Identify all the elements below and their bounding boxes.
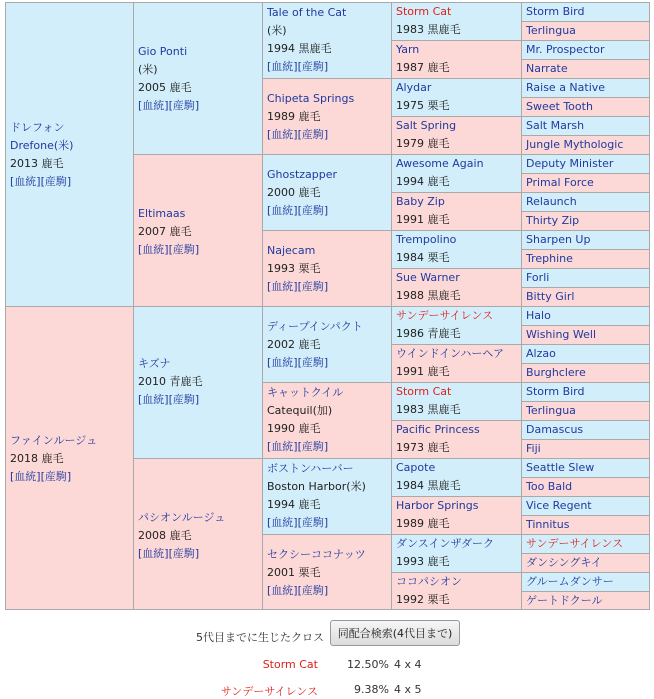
gen5-cell xyxy=(521,401,650,421)
gen3-name-link[interactable]: ディープインパクト xyxy=(267,320,363,333)
gen4-info: 1983 黒鹿毛 xyxy=(396,23,461,36)
gen5-cell xyxy=(521,268,650,288)
gen2-links[interactable]: [血統][産駒] xyxy=(138,243,200,256)
dam-info: 2018 鹿毛 xyxy=(10,452,64,465)
sire-en-name-link[interactable]: Drefone(米) xyxy=(10,139,74,152)
gen2-info: 2010 青鹿毛 xyxy=(138,375,203,388)
gen4-cell xyxy=(391,382,522,421)
gen5-name-link[interactable]: Primal Force xyxy=(526,176,594,189)
gen3-name-link[interactable]: Najecam xyxy=(267,244,316,257)
gen3-cell xyxy=(262,534,392,610)
gen3-links[interactable]: [血統][産駒] xyxy=(267,440,329,453)
gen5-name-link[interactable]: Terlingua xyxy=(526,24,576,37)
gen4-cell xyxy=(391,40,522,79)
gen5-cell xyxy=(521,572,650,592)
gen4-cell xyxy=(391,306,522,345)
gen4-info: 1989 鹿毛 xyxy=(396,517,450,530)
gen3-info: 2000 鹿毛 xyxy=(267,186,321,199)
gen2-links[interactable]: [血統][産駒] xyxy=(138,547,200,560)
pedigree-table xyxy=(5,2,650,610)
gen5-cell xyxy=(521,382,650,402)
gen4-info: 1991 鹿毛 xyxy=(396,365,450,378)
gen4-name-link[interactable]: ウインドインハーヘア xyxy=(396,347,505,360)
gen4-cell xyxy=(391,116,522,155)
gen3-links[interactable]: [血統][産駒] xyxy=(267,584,329,597)
gen3-cell xyxy=(262,306,392,383)
gen2-cell xyxy=(133,458,263,610)
gen5-name-link[interactable]: Seattle Slew xyxy=(526,461,595,474)
cross-percent: 9.38% xyxy=(354,683,389,696)
gen3-cell xyxy=(262,154,392,231)
gen2-name-link[interactable]: パシオンルージュ xyxy=(138,511,226,524)
dam-name-link[interactable]: ファインルージュ xyxy=(10,434,98,447)
gen4-info: 1991 鹿毛 xyxy=(396,213,450,226)
gen4-info: 1973 鹿毛 xyxy=(396,441,450,454)
gen5-cell xyxy=(521,249,650,269)
gen5-name-link[interactable]: Burghclere xyxy=(526,366,586,379)
gen5-name-link[interactable]: Storm Bird xyxy=(526,5,585,18)
gen2-info: 2008 鹿毛 xyxy=(138,529,192,542)
gen3-cell xyxy=(262,2,392,79)
gen4-cell xyxy=(391,344,522,383)
gen4-name-link[interactable]: Harbor Springs xyxy=(396,499,479,512)
gen5-name-link[interactable]: ゲートドクール xyxy=(526,594,603,607)
gen4-info: 1986 青鹿毛 xyxy=(396,327,461,340)
gen4-info: 1984 栗毛 xyxy=(396,251,450,264)
gen5-name-link[interactable]: Too Bald xyxy=(526,480,573,493)
gen4-info: 1988 黒鹿毛 xyxy=(396,289,461,302)
gen5-name-link[interactable]: Forli xyxy=(526,271,550,284)
gen2-cell xyxy=(133,2,263,155)
gen4-name-link[interactable]: サンデーサイレンス xyxy=(396,309,494,322)
gen5-name-link[interactable]: Halo xyxy=(526,309,551,322)
gen5-name-link[interactable]: Raise a Native xyxy=(526,81,606,94)
gen2-info: 2005 鹿毛 xyxy=(138,81,192,94)
gen5-name-link[interactable]: Alzao xyxy=(526,347,556,360)
dam-links[interactable]: [血統][産駒] xyxy=(10,470,72,483)
gen2-sub: (米) xyxy=(138,63,158,76)
dam-cell xyxy=(5,306,134,610)
gen5-cell xyxy=(521,591,650,610)
gen5-cell xyxy=(521,420,650,440)
gen5-name-link[interactable]: Vice Regent xyxy=(526,499,592,512)
gen2-cell xyxy=(133,154,263,307)
gen5-name-link[interactable]: Terlingua xyxy=(526,404,576,417)
gen4-info: 1983 黒鹿毛 xyxy=(396,403,461,416)
gen3-cell xyxy=(262,78,392,155)
gen4-name-link[interactable]: Yarn xyxy=(396,43,420,56)
gen4-name-link[interactable]: Awesome Again xyxy=(396,157,484,170)
gen5-cell xyxy=(521,135,650,155)
gen5-cell xyxy=(521,154,650,174)
gen4-info: 1987 鹿毛 xyxy=(396,61,450,74)
gen5-name-link[interactable]: Salt Marsh xyxy=(526,119,585,132)
gen4-info: 1979 鹿毛 xyxy=(396,137,450,150)
gen5-cell xyxy=(521,496,650,516)
gen5-cell xyxy=(521,173,650,193)
gen5-cell xyxy=(521,211,650,231)
gen3-links[interactable]: [血統][産駒] xyxy=(267,280,329,293)
gen5-name-link[interactable]: サンデーサイレンス xyxy=(526,537,624,550)
gen5-name-link[interactable]: Wishing Well xyxy=(526,328,597,341)
gen3-name-link[interactable]: Ghostzapper xyxy=(267,168,338,181)
gen3-links[interactable]: [血統][産駒] xyxy=(267,60,329,73)
gen4-cell xyxy=(391,2,522,41)
gen2-info: 2007 鹿毛 xyxy=(138,225,192,238)
gen4-cell xyxy=(391,496,522,535)
gen5-name-link[interactable]: グルームダンサー xyxy=(526,575,614,588)
gen3-name-link[interactable]: ボストンハーバー xyxy=(267,462,354,475)
gen5-cell xyxy=(521,40,650,60)
gen5-cell xyxy=(521,477,650,497)
sire-name-link[interactable]: ドレフォン xyxy=(10,121,65,134)
gen5-cell xyxy=(521,439,650,459)
gen2-name-link[interactable]: キズナ xyxy=(138,357,171,370)
gen5-name-link[interactable]: ダンシングキイ xyxy=(526,556,602,569)
gen4-name-link[interactable]: Salt Spring xyxy=(396,119,457,132)
gen5-name-link[interactable]: Jungle Mythologic xyxy=(526,138,624,151)
gen5-cell xyxy=(521,21,650,41)
gen5-name-link[interactable]: Trephine xyxy=(526,252,573,265)
gen3-links[interactable]: [血統][産駒] xyxy=(267,356,329,369)
gen5-name-link[interactable]: Narrate xyxy=(526,62,568,75)
gen5-cell xyxy=(521,534,650,554)
gen3-links[interactable]: [血統][産駒] xyxy=(267,128,329,141)
gen5-cell xyxy=(521,306,650,326)
gen3-info: 1994 黒鹿毛 xyxy=(267,42,332,55)
gen5-name-link[interactable]: Mr. Prospector xyxy=(526,43,605,56)
gen4-info: 1993 鹿毛 xyxy=(396,555,450,568)
gen3-info: 1990 鹿毛 xyxy=(267,422,321,435)
gen5-cell xyxy=(521,2,650,22)
gen4-cell xyxy=(391,268,522,307)
gen3-sub: Catequil(加) xyxy=(267,404,333,417)
gen3-info: 2002 鹿毛 xyxy=(267,338,321,351)
cross-horse-link[interactable]: サンデーサイレンス xyxy=(220,685,318,698)
gen5-name-link[interactable]: Relaunch xyxy=(526,195,577,208)
gen3-sub: (米) xyxy=(267,24,287,37)
gen5-cell xyxy=(521,458,650,478)
gen3-name-link[interactable]: セクシーココナッツ xyxy=(267,548,366,561)
gen2-cell xyxy=(133,306,263,459)
gen4-name-link[interactable]: Pacific Princess xyxy=(396,423,480,436)
gen5-cell xyxy=(521,192,650,212)
gen4-name-link[interactable]: Capote xyxy=(396,461,436,474)
gen5-name-link[interactable]: Damascus xyxy=(526,423,584,436)
gen5-cell xyxy=(521,287,650,307)
gen4-cell xyxy=(391,534,522,573)
gen4-info: 1992 栗毛 xyxy=(396,593,450,606)
gen4-name-link[interactable]: ダンスインザダーク xyxy=(396,537,495,550)
sire-info: 2013 鹿毛 xyxy=(10,157,64,170)
cross-horse-link[interactable]: Storm Cat xyxy=(262,658,318,671)
gen4-cell xyxy=(391,154,522,193)
gen3-links[interactable]: [血統][産駒] xyxy=(267,204,329,217)
gen4-cell xyxy=(391,572,522,610)
gen4-cell xyxy=(391,230,522,269)
gen3-cell xyxy=(262,230,392,307)
gen4-name-link[interactable]: Storm Cat xyxy=(396,5,452,18)
cross-label: 5代目までに生じたクロス xyxy=(196,631,324,644)
cross-generations: 4 x 5 xyxy=(394,683,422,696)
gen5-name-link[interactable]: Bitty Girl xyxy=(526,290,575,303)
gen5-cell xyxy=(521,515,650,535)
gen4-cell xyxy=(391,78,522,117)
same-cross-search-button[interactable]: 同配合検索(4代目まで) xyxy=(330,620,460,646)
sire-cell xyxy=(5,2,134,307)
gen5-name-link[interactable]: Fiji xyxy=(526,442,541,455)
gen4-cell xyxy=(391,458,522,497)
gen5-cell xyxy=(521,97,650,117)
gen4-info: 1975 栗毛 xyxy=(396,99,450,112)
gen3-name-link[interactable]: Chipeta Springs xyxy=(267,92,355,105)
gen3-name-link[interactable]: キャットクイル xyxy=(267,386,344,399)
gen2-name-link[interactable]: Gio Ponti xyxy=(138,45,188,58)
gen5-cell xyxy=(521,116,650,136)
gen4-name-link[interactable]: Alydar xyxy=(396,81,432,94)
gen5-name-link[interactable]: Sweet Tooth xyxy=(526,100,593,113)
gen5-name-link[interactable]: Storm Bird xyxy=(526,385,585,398)
gen3-cell xyxy=(262,382,392,459)
gen3-cell xyxy=(262,458,392,535)
gen3-info: 1993 栗毛 xyxy=(267,262,321,275)
gen4-name-link[interactable]: Storm Cat xyxy=(396,385,452,398)
gen5-cell xyxy=(521,78,650,98)
gen5-cell xyxy=(521,325,650,345)
gen5-cell xyxy=(521,363,650,383)
gen2-links[interactable]: [血統][産駒] xyxy=(138,99,200,112)
gen5-cell xyxy=(521,553,650,573)
gen5-name-link[interactable]: Deputy Minister xyxy=(526,157,614,170)
gen3-info: 1989 鹿毛 xyxy=(267,110,321,123)
gen4-name-link[interactable]: Trempolino xyxy=(396,233,457,246)
gen3-name-link[interactable]: Tale of the Cat xyxy=(267,6,347,19)
gen3-info: 2001 栗毛 xyxy=(267,566,321,579)
gen3-sub: Boston Harbor(米) xyxy=(267,480,366,493)
gen5-name-link[interactable]: Tinnitus xyxy=(526,518,570,531)
gen5-cell xyxy=(521,230,650,250)
gen4-info: 1994 鹿毛 xyxy=(396,175,450,188)
gen2-links[interactable]: [血統][産駒] xyxy=(138,393,200,406)
gen3-links[interactable]: [血統][産駒] xyxy=(267,516,329,529)
gen4-cell xyxy=(391,192,522,231)
gen5-cell xyxy=(521,59,650,79)
gen4-cell xyxy=(391,420,522,459)
gen5-name-link[interactable]: Sharpen Up xyxy=(526,233,591,246)
gen4-name-link[interactable]: Baby Zip xyxy=(396,195,445,208)
gen3-info: 1994 鹿毛 xyxy=(267,498,321,511)
gen4-info: 1984 黒鹿毛 xyxy=(396,479,461,492)
gen5-name-link[interactable]: Thirty Zip xyxy=(526,214,580,227)
cross-generations: 4 x 4 xyxy=(394,658,422,671)
gen4-name-link[interactable]: Sue Warner xyxy=(396,271,460,284)
gen2-name-link[interactable]: Eltimaas xyxy=(138,207,186,220)
gen4-name-link[interactable]: ココパシオン xyxy=(396,575,462,588)
sire-links[interactable]: [血統][産駒] xyxy=(10,175,72,188)
cross-percent: 12.50% xyxy=(347,658,389,671)
gen5-cell xyxy=(521,344,650,364)
